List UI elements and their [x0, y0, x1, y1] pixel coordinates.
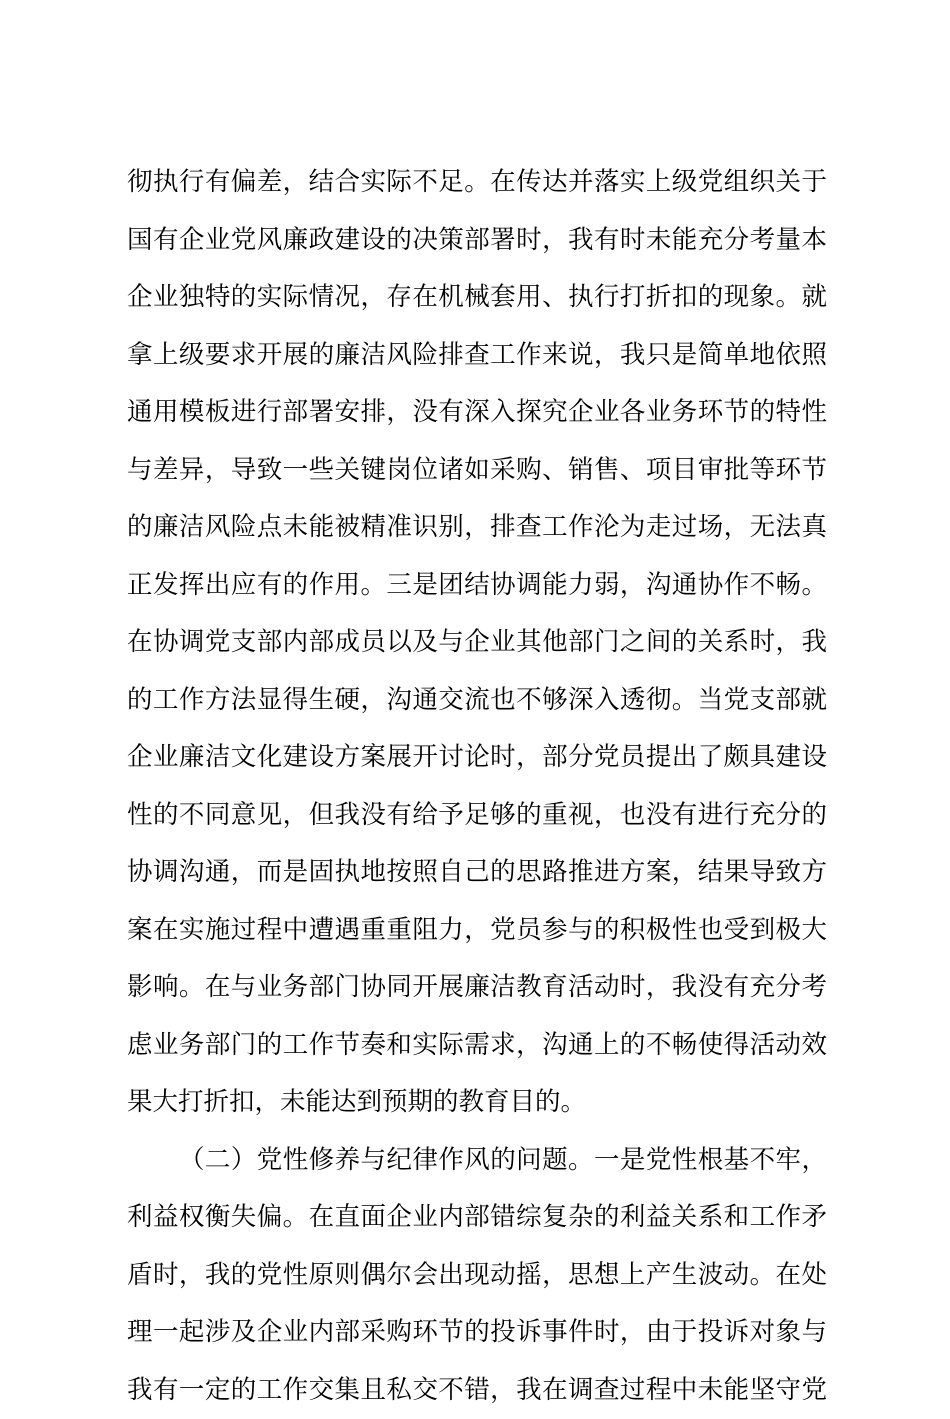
- text-line: 性的不同意见，但我没有给予足够的重视，也没有进行充分的: [127, 787, 827, 845]
- text-line: 理一起涉及企业内部采购环节的投诉事件时，由于投诉对象与: [127, 1304, 827, 1362]
- text-line: 我有一定的工作交集且私交不错，我在调查过程中未能坚守党: [127, 1362, 827, 1419]
- text-line: 企业独特的实际情况，存在机械套用、执行打折扣的现象。就: [127, 269, 827, 327]
- text-line: 正发挥出应有的作用。三是团结协调能力弱，沟通协作不畅。: [127, 557, 827, 615]
- text-line: 果大打折扣，未能达到预期的教育目的。: [127, 1074, 827, 1132]
- text-line: 影响。在与业务部门协同开展廉洁教育活动时，我没有充分考: [127, 959, 827, 1017]
- text-line: 在协调党支部内部成员以及与企业其他部门之间的关系时，我: [127, 614, 827, 672]
- text-line: 的工作方法显得生硬，沟通交流也不够深入透彻。当党支部就: [127, 672, 827, 730]
- text-line: 与差异，导致一些关键岗位诸如采购、销售、项目审批等环节: [127, 442, 827, 500]
- text-line: 通用模板进行部署安排，没有深入探究企业各业务环节的特性: [127, 384, 827, 442]
- text-line: 拿上级要求开展的廉洁风险排查工作来说，我只是简单地依照: [127, 327, 827, 385]
- text-line: 虑业务部门的工作节奏和实际需求，沟通上的不畅使得活动效: [127, 1017, 827, 1075]
- text-line: 彻执行有偏差，结合实际不足。在传达并落实上级党组织关于: [127, 154, 827, 212]
- text-line: 利益权衡失偏。在直面企业内部错综复杂的利益关系和工作矛: [127, 1189, 827, 1247]
- body-text: [127, 154, 827, 1419]
- text-line: 协调沟通，而是固执地按照自己的思路推进方案，结果导致方: [127, 844, 827, 902]
- section-heading-line: （二）党性修养与纪律作风的问题。一是党性根基不牢，: [127, 1132, 827, 1190]
- text-line: 案在实施过程中遭遇重重阻力，党员参与的积极性也受到极大: [127, 902, 827, 960]
- text-line: 企业廉洁文化建设方案展开讨论时，部分党员提出了颇具建设: [127, 729, 827, 787]
- text-line: 的廉洁风险点未能被精准识别，排查工作沦为走过场，无法真: [127, 499, 827, 557]
- text-line: 国有企业党风廉政建设的决策部署时，我有时未能充分考量本: [127, 212, 827, 270]
- text-line: 盾时，我的党性原则偶尔会出现动摇，思想上产生波动。在处: [127, 1247, 827, 1305]
